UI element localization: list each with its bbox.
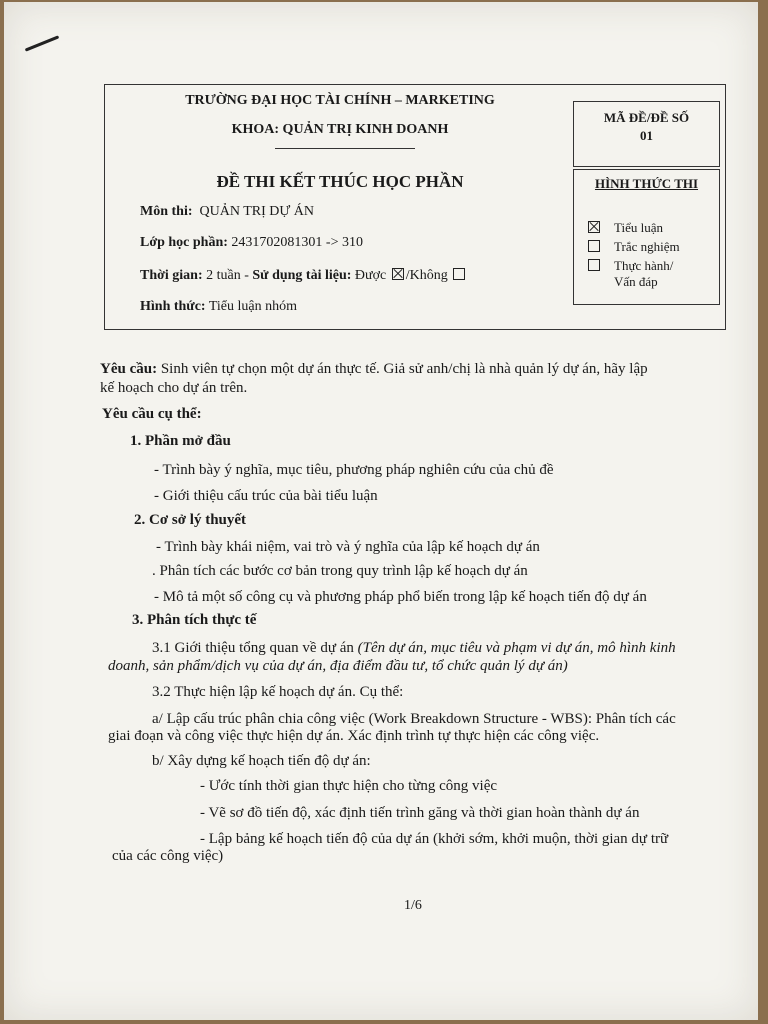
form-option-label: Trắc nghiệm: [614, 239, 680, 254]
schedule-item: - Ước tính thời gian thực hiện cho từng công việc: [200, 778, 498, 794]
form-option-multiple-choice: [586, 239, 680, 255]
class-field: [140, 235, 363, 251]
exam-form-box: [573, 169, 720, 305]
section-1-item: - Giới thiệu cấu trúc của bài tiểu luận: [154, 488, 378, 504]
section-1-item: - Trình bày ý nghĩa, mục tiêu, phương pháp nghiên cứu của chủ đề: [154, 462, 554, 478]
requirement-line1: [100, 360, 648, 378]
multiple-choice-checkbox-icon: [588, 240, 600, 252]
format-value: Tiểu luận nhóm: [208, 299, 297, 314]
section-2-item: - Mô tả một số công cụ và phương pháp phổ biến trong lập kế hoạch tiến độ dự án: [154, 589, 647, 605]
exam-form-title: HÌNH THỨC THI: [594, 176, 699, 191]
essay-checkbox-icon: [588, 221, 600, 233]
university-name: TRƯỜNG ĐẠI HỌC TÀI CHÍNH – MARKETING: [185, 93, 495, 108]
section-3-title: 3. Phân tích thực tế: [132, 612, 257, 628]
materials-label: Sử dụng tài liệu:: [252, 268, 352, 283]
practical-checkbox-icon: [588, 259, 600, 271]
time-field: [140, 268, 467, 284]
exam-code-label: MÃ ĐỀ/ĐỀ SỐ: [603, 110, 690, 125]
exam-title: ĐỀ THI KẾT THÚC HỌC PHẦN: [216, 172, 464, 191]
class-label: Lớp học phần:: [140, 235, 228, 250]
section-3-1-line1: [152, 639, 676, 657]
faculty-underline: [275, 148, 415, 149]
specific-requirements-heading: Yêu cầu cụ thể:: [102, 406, 202, 422]
section-2-item: - Trình bày khái niệm, vai trò và ý nghĩa của lập kế hoạch dự án: [156, 539, 540, 555]
class-value: 2431702081301 -> 310: [231, 235, 363, 250]
schedule-item-continuation: của các công việc): [112, 848, 224, 864]
practical-label-line1: Thực hành/: [614, 258, 674, 273]
schedule-item: - Lập bảng kế hoạch tiến độ của dự án (khởi sớm, khởi muộn, thời gian dự trữ: [200, 831, 669, 847]
form-option-essay: [586, 220, 663, 236]
section-2-item: . Phân tích các bước cơ bản trong quy trình lập kế hoạch dự án: [152, 563, 528, 579]
section-3-1-text: 3.1 Giới thiệu tổng quan về dự án: [152, 640, 354, 656]
section-3-1-italic: (Tên dự án, mục tiêu và phạm vi dự án, mô hình kinh: [357, 640, 676, 656]
exam-code-value: 01: [640, 128, 653, 143]
exam-header-box: [104, 84, 726, 330]
exam-page: [4, 2, 758, 1020]
subject-field: [140, 204, 314, 220]
page-number: 1/6: [404, 898, 422, 913]
wbs-line2: giai đoạn và công việc thực hiện dự án. Xác định trình tự thực hiện các công việc.: [108, 728, 600, 744]
pen-stroke-mark: [25, 35, 60, 51]
requirement-text: Sinh viên tự chọn một dự án thực tế. Giả sử anh/chị là nhà quản lý dự án, hãy lập: [160, 361, 648, 377]
subject-value: QUẢN TRỊ DỰ ÁN: [199, 204, 314, 219]
time-value: 2 tuần -: [206, 268, 249, 283]
time-label: Thời gian:: [140, 268, 203, 283]
format-label: Hình thức:: [140, 299, 206, 314]
materials-not-allowed-checkbox-icon: [453, 268, 465, 280]
exam-code-box: [573, 101, 720, 167]
faculty-name: KHOA: QUẢN TRỊ KINH DOANH: [231, 122, 449, 137]
subject-label: Môn thi:: [140, 204, 193, 219]
section-3-1-line2: doanh, sản phẩm/dịch vụ của dự án, địa điểm đầu tư, tổ chức quản lý dự án): [108, 658, 568, 674]
section-3-2: 3.2 Thực hiện lập kế hoạch dự án. Cụ thể:: [152, 684, 404, 700]
requirement-label: Yêu cầu:: [100, 361, 158, 377]
form-option-label: [614, 258, 673, 290]
requirement-line2: kế hoạch cho dự án trên.: [100, 380, 248, 396]
format-field: [140, 299, 297, 315]
form-option-label: Tiểu luận: [614, 220, 663, 235]
materials-allowed: Được: [354, 268, 387, 283]
practical-label-line2: Vấn đáp: [614, 274, 658, 289]
form-option-practical: [586, 258, 673, 290]
materials-allowed-checkbox-icon: [392, 268, 404, 280]
materials-not-allowed: /Không: [405, 268, 448, 283]
schedule-item: - Vẽ sơ đồ tiến độ, xác định tiến trình găng và thời gian hoàn thành dự án: [200, 805, 640, 821]
schedule-heading: b/ Xây dựng kế hoạch tiến độ dự án:: [152, 753, 371, 769]
section-2-title: 2. Cơ sở lý thuyết: [134, 512, 247, 528]
section-1-title: 1. Phần mở đầu: [130, 433, 231, 449]
wbs-line1: a/ Lập cấu trúc phân chia công việc (Work Breakdown Structure - WBS): Phân tích các: [152, 711, 676, 727]
